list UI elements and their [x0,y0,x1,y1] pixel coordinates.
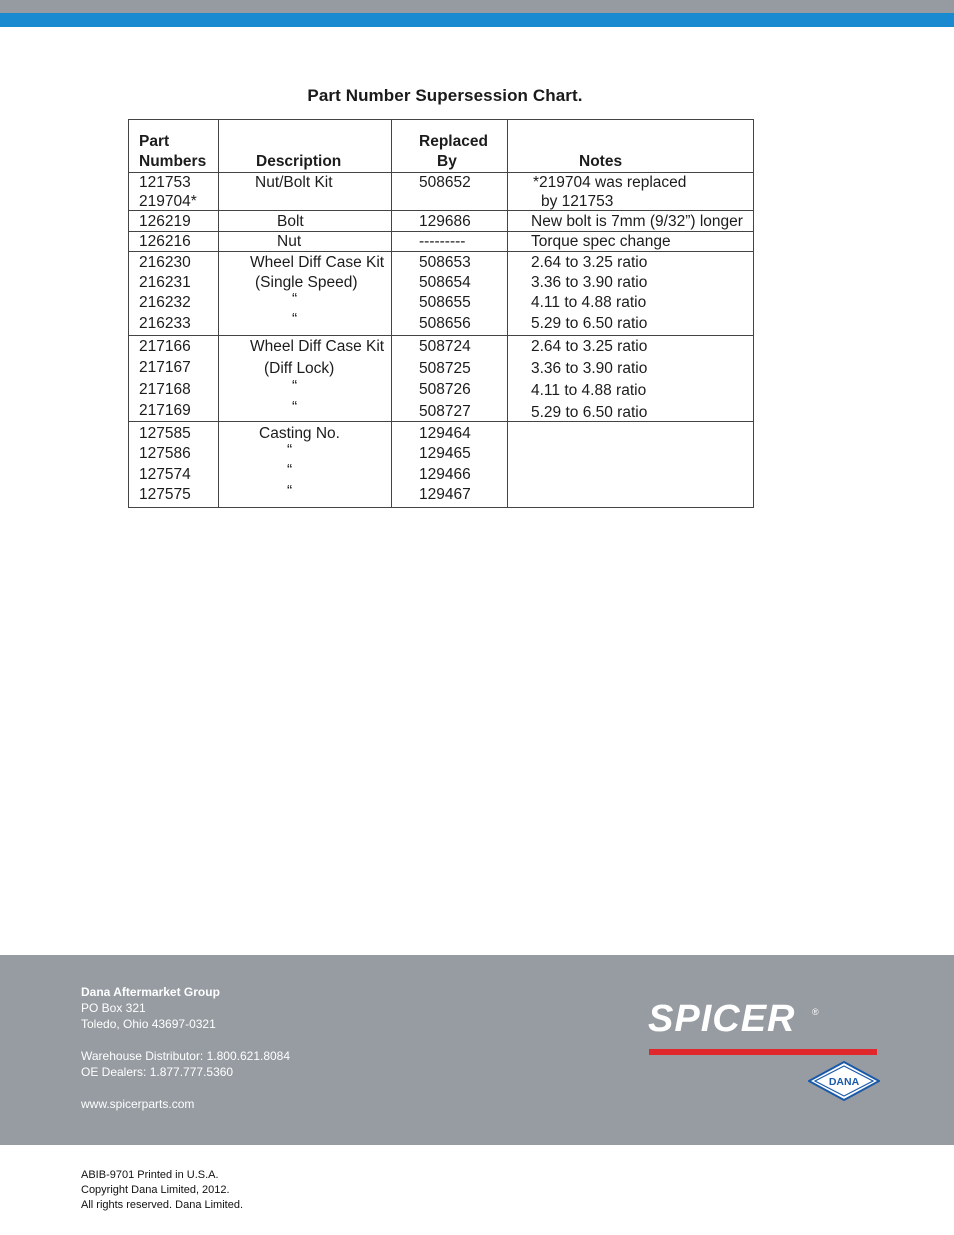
part-number: 217167 [139,359,191,376]
contact-block [81,984,290,1112]
part-number: 217169 [139,402,191,419]
description: Bolt [277,213,304,230]
part-number: 216232 [139,294,191,311]
note: 4.11 to 4.88 ratio [531,382,647,399]
replaced-by: 508725 [419,360,471,377]
header-description: Description [256,153,342,170]
ditto-mark: “ [287,462,293,479]
chart-title: Part Number Supersession Chart. [307,86,583,105]
top-blue-bar [0,13,954,27]
note: 3.36 to 3.90 ratio [531,274,648,291]
column-divider [507,120,508,507]
note: 2.64 to 3.25 ratio [531,338,648,355]
part-number: 127585 [139,425,191,442]
description: Wheel Diff Case Kit [250,338,385,355]
note: 4.11 to 4.88 ratio [531,294,647,311]
description: Nut/Bolt Kit [255,174,333,191]
legal-line: All rights reserved. Dana Limited. [81,1199,244,1211]
city-address: Toledo, Ohio 43697-0321 [81,1017,216,1031]
description: (Single Speed) [255,274,358,291]
note: Torque spec change [531,233,671,250]
description: Nut [277,233,302,250]
ditto-mark: “ [287,483,293,500]
oe-dealers-phone: OE Dealers: 1.877.777.5360 [81,1065,234,1079]
company-name: Dana Aftermarket Group [81,985,220,999]
dana-logo-text: DANA [828,1076,860,1088]
replaced-by: 129466 [419,466,471,483]
note: New bolt is 7mm (9/32”) longer [531,213,743,230]
top-gray-bar [0,0,954,13]
part-number: 216231 [139,274,191,291]
description: (Diff Lock) [264,360,335,377]
registered-mark: ® [812,1007,819,1017]
ditto-mark: “ [292,399,298,416]
note: *219704 was replaced [533,174,687,191]
row-divider [129,335,753,336]
replaced-by: 508653 [419,254,471,271]
note: 2.64 to 3.25 ratio [531,254,648,271]
note: 5.29 to 6.50 ratio [531,315,648,332]
description: Casting No. [259,425,340,442]
header-replaced-by-line1: Replaced [419,133,488,150]
part-number: 121753 [139,174,191,191]
header-part-numbers-line2: Numbers [139,153,207,170]
replaced-by: 508656 [419,315,471,332]
legal-line: Copyright Dana Limited, 2012. [81,1184,230,1196]
replaced-by: 129467 [419,486,471,503]
replaced-by: 508724 [419,338,471,355]
note: by 121753 [541,193,614,210]
dana-logo [808,1061,880,1101]
legal-notice [81,1168,243,1213]
description: Wheel Diff Case Kit [250,254,385,271]
supersession-table [128,119,754,508]
replaced-by: --------- [419,233,466,250]
part-number: 217168 [139,381,191,398]
header-replaced-by-line2: By [437,153,457,170]
header-part-numbers-line1: Part [139,133,170,150]
replaced-by: 129686 [419,213,471,230]
warehouse-phone: Warehouse Distributor: 1.800.621.8084 [81,1049,291,1063]
replaced-by: 508655 [419,294,471,311]
part-number: 126216 [139,233,191,250]
note: 3.36 to 3.90 ratio [531,360,648,377]
part-number: 127574 [139,466,191,483]
spicer-red-bar [649,1049,877,1055]
replaced-by: 508727 [419,403,471,420]
header-notes: Notes [579,153,623,170]
ditto-mark: “ [292,291,298,308]
part-number: 217166 [139,338,191,355]
column-divider [391,120,392,507]
ditto-mark: “ [292,378,298,395]
row-divider [129,210,753,211]
part-number: 219704* [139,193,197,210]
part-number: 216230 [139,254,191,271]
part-number: 127575 [139,486,191,503]
po-box: PO Box 321 [81,1001,146,1015]
website-link[interactable]: www.spicerparts.com [81,1097,195,1111]
replaced-by: 508652 [419,174,471,191]
part-number: 216233 [139,315,191,332]
replaced-by: 129464 [419,425,471,442]
note: 5.29 to 6.50 ratio [531,404,648,421]
ditto-mark: “ [287,442,293,459]
ditto-mark: “ [292,311,298,328]
replaced-by: 129465 [419,445,471,462]
part-number: 127586 [139,445,191,462]
footer-band [0,955,954,1145]
legal-line: ABIB-9701 Printed in U.S.A. [81,1169,219,1181]
replaced-by: 508654 [419,274,471,291]
part-number: 126219 [139,213,191,230]
column-divider [218,120,219,507]
spicer-logo: SPICER [648,998,796,1040]
replaced-by: 508726 [419,381,471,398]
